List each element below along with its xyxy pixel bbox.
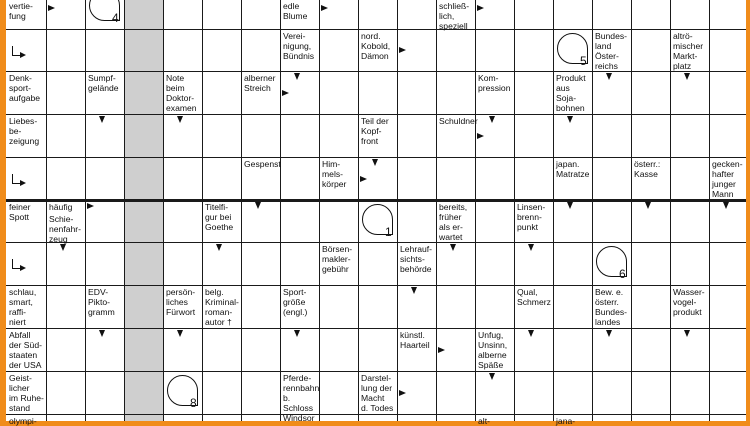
answer-cell[interactable]: [437, 286, 475, 328]
clue-sportgroesse: Sport- größe (engl.): [283, 287, 308, 317]
clue-albern-streich: alberner Streich: [244, 73, 276, 93]
arrow-right-icon: [321, 5, 328, 11]
answer-cell[interactable]: [164, 0, 202, 29]
answer-cell[interactable]: [632, 372, 670, 414]
answer-cell[interactable]: [710, 372, 746, 414]
arrow-down-icon: [294, 73, 300, 80]
answer-cell[interactable]: [320, 72, 358, 114]
arrow-down-icon: [372, 159, 378, 166]
answer-cell[interactable]: [398, 72, 436, 114]
arrow-right-icon: [87, 203, 94, 209]
answer-cell[interactable]: [47, 372, 85, 414]
clue-schienen: Schie- nenfahr- zeug: [49, 214, 82, 244]
answer-cell[interactable]: [164, 201, 202, 242]
clue-denksport: Denk- sport- aufgabe: [9, 73, 41, 103]
answer-cell[interactable]: [203, 115, 241, 157]
answer-cell[interactable]: [86, 115, 124, 157]
answer-cell[interactable]: [632, 0, 670, 29]
arrow-down-icon: [606, 73, 612, 80]
answer-cell[interactable]: [242, 286, 280, 328]
separator-column: [124, 0, 163, 421]
answer-cell[interactable]: [47, 72, 85, 114]
arrow-down-icon: [177, 116, 183, 123]
arrow-right-icon: [282, 90, 289, 96]
answer-cell[interactable]: [47, 415, 85, 421]
clue-schlau: schlau, smart, raffi- niert: [9, 287, 37, 327]
answer-cell[interactable]: [359, 286, 397, 328]
answer-cell[interactable]: [515, 72, 553, 114]
answer-cell[interactable]: [671, 243, 709, 285]
answer-cell[interactable]: [554, 0, 592, 29]
arrow-down-icon: [606, 330, 612, 337]
answer-cell[interactable]: [554, 243, 592, 285]
answer-cell[interactable]: [203, 415, 241, 421]
answer-cell[interactable]: [710, 286, 746, 328]
clue-linsen: Linsen- brenn- punkt: [517, 202, 546, 232]
answer-cell[interactable]: [554, 372, 592, 414]
answer-cell[interactable]: [320, 286, 358, 328]
answer-cell[interactable]: [710, 0, 746, 29]
answer-cell[interactable]: [593, 158, 631, 200]
arrow-down-icon: [684, 330, 690, 337]
answer-cell[interactable]: [398, 415, 436, 421]
clue-bundesland: Bundes- land Öster- reichs: [595, 31, 628, 71]
answer-cell[interactable]: [281, 243, 319, 285]
answer-cell[interactable]: [593, 201, 631, 242]
answer-cell[interactable]: [671, 201, 709, 242]
answer-cell[interactable]: [593, 329, 631, 371]
clue-teil-kopf: Teil der Kopf- front: [361, 116, 389, 146]
answer-cell[interactable]: [242, 243, 280, 285]
answer-cell[interactable]: [203, 72, 241, 114]
answer-cell[interactable]: [242, 415, 280, 421]
answer-cell[interactable]: [242, 329, 280, 371]
clue-pferderennbahn: Pferde- rennbahn b. Schloss Windsor: [283, 373, 320, 423]
answer-cell[interactable]: [398, 0, 436, 29]
clue-geistlicher: Geist- licher im Ruhe- stand: [9, 373, 44, 413]
solution-number: 8: [190, 396, 197, 410]
answer-cell[interactable]: [671, 415, 709, 421]
answer-cell[interactable]: [203, 372, 241, 414]
clue-qual: Qual, Schmerz: [517, 287, 551, 307]
clue-nord-kobold: nord. Kobold, Dämon: [361, 31, 391, 61]
clue-kompression: Kom- pression: [478, 73, 511, 93]
crossword-grid: [6, 0, 746, 426]
answer-cell[interactable]: [437, 158, 475, 200]
answer-cell[interactable]: [86, 329, 124, 371]
answer-cell[interactable]: [593, 72, 631, 114]
clue-note-doktor: Note beim Doktor- examen: [166, 73, 197, 113]
clue-krimi: belg. Kriminal- roman- autor †: [205, 287, 239, 327]
clue-feiner-spott: feiner Spott: [9, 202, 31, 222]
answer-cell[interactable]: [47, 286, 85, 328]
answer-cell[interactable]: [515, 372, 553, 414]
answer-cell[interactable]: [86, 372, 124, 414]
answer-cell[interactable]: [437, 372, 475, 414]
answer-cell[interactable]: [203, 158, 241, 200]
answer-cell[interactable]: [203, 0, 241, 29]
answer-cell[interactable]: [554, 329, 592, 371]
arrow-down-icon: [528, 330, 534, 337]
clue-gecken: gecken- hafter junger Mann: [712, 159, 743, 199]
answer-cell[interactable]: [164, 415, 202, 421]
clue-kasse: österr.: Kasse: [634, 159, 661, 179]
clue-vertiefung: vertie- fung: [9, 1, 33, 21]
arrow-down-icon: [99, 116, 105, 123]
answer-cell[interactable]: [86, 30, 124, 71]
answer-cell[interactable]: [47, 30, 85, 71]
answer-cell[interactable]: [47, 329, 85, 371]
clue-bewohner: Bew. e. österr. Bundes- landes: [595, 287, 628, 327]
answer-cell[interactable]: [593, 115, 631, 157]
clue-olympi: olympi-: [9, 416, 37, 426]
arrow-right-icon: [438, 347, 445, 353]
clue-haeufig: häufig: [49, 202, 73, 212]
answer-cell[interactable]: [398, 158, 436, 200]
answer-cell[interactable]: [203, 30, 241, 71]
answer-cell[interactable]: [47, 158, 85, 200]
answer-cell[interactable]: [671, 115, 709, 157]
answer-cell[interactable]: [710, 72, 746, 114]
answer-cell[interactable]: [632, 243, 670, 285]
answer-cell[interactable]: [671, 0, 709, 29]
clue-gespenst: Gespenst: [244, 159, 281, 169]
arrow-down-icon: [411, 287, 417, 294]
answer-cell[interactable]: [164, 243, 202, 285]
answer-cell[interactable]: [281, 158, 319, 200]
answer-cell[interactable]: [710, 115, 746, 157]
arrow-right-icon: [399, 390, 406, 396]
answer-cell[interactable]: [632, 30, 670, 71]
answer-cell[interactable]: [671, 72, 709, 114]
answer-cell[interactable]: [632, 286, 670, 328]
clue-matratze: japan. Matratze: [556, 159, 590, 179]
answer-cell[interactable]: [554, 115, 592, 157]
answer-cell[interactable]: [320, 415, 358, 421]
solution-number: 5: [580, 54, 587, 68]
arrow-right-icon: [360, 176, 367, 182]
arrow-down-icon: [99, 330, 105, 337]
clue-edv: EDV- Pikto- gramm: [88, 287, 115, 317]
answer-cell[interactable]: [476, 243, 514, 285]
arrow-right-icon: [48, 5, 55, 11]
arrow-down-icon: [489, 116, 495, 123]
answer-cell[interactable]: [281, 201, 319, 242]
answer-cell[interactable]: [437, 243, 475, 285]
answer-cell[interactable]: [242, 201, 280, 242]
clue-jana: jana-: [556, 416, 576, 426]
clue-lehraufsicht: Lehrauf- sichts- behörde: [400, 244, 433, 274]
answer-cell[interactable]: [164, 30, 202, 71]
answer-cell[interactable]: [398, 201, 436, 242]
answer-cell[interactable]: [593, 415, 631, 421]
answer-cell[interactable]: [86, 158, 124, 200]
clue-boersenmakler: Börsen- makler- gebühr: [322, 244, 353, 274]
arrow-down-icon: [294, 330, 300, 337]
solution-number: 1: [385, 225, 392, 239]
answer-cell[interactable]: [476, 286, 514, 328]
answer-cell[interactable]: [320, 329, 358, 371]
answer-cell[interactable]: [671, 158, 709, 200]
clue-edle-blume: edle Blume: [283, 1, 308, 21]
answer-cell[interactable]: [515, 0, 553, 29]
arrow-right-icon: [399, 47, 406, 53]
answer-cell[interactable]: [320, 201, 358, 242]
answer-cell[interactable]: [164, 158, 202, 200]
clue-bereits: bereits, früher als er- wartet: [439, 202, 468, 242]
answer-cell[interactable]: [359, 0, 397, 29]
clue-wasservogel: Wasser- vogel- produkt: [673, 287, 705, 317]
clue-schuldner: Schuldner: [439, 116, 478, 126]
answer-cell[interactable]: [671, 372, 709, 414]
grid-vline: [124, 0, 125, 421]
clue-soja: Produkt aus Soja- bohnen: [556, 73, 586, 113]
answer-cell[interactable]: [398, 286, 436, 328]
clue-schliesslich: schließ- lich, speziell: [439, 1, 470, 31]
answer-cell[interactable]: [710, 243, 746, 285]
answer-cell[interactable]: [359, 329, 397, 371]
answer-cell[interactable]: [476, 30, 514, 71]
answer-cell[interactable]: [632, 329, 670, 371]
answer-cell[interactable]: [47, 115, 85, 157]
solution-number: 4: [112, 11, 119, 25]
answer-cell[interactable]: [437, 415, 475, 421]
answer-cell[interactable]: [320, 372, 358, 414]
answer-cell[interactable]: [710, 415, 746, 421]
arrow-down-icon: [255, 202, 261, 209]
answer-cell[interactable]: [554, 201, 592, 242]
answer-cell[interactable]: [437, 30, 475, 71]
clue-persoenlich: persön- liches Fürwort: [166, 287, 196, 317]
answer-cell[interactable]: [242, 0, 280, 29]
clue-liebesbezeigung: Liebes- be- zeigung: [9, 116, 40, 146]
answer-cell[interactable]: [164, 115, 202, 157]
answer-cell[interactable]: [710, 329, 746, 371]
answer-cell[interactable]: [632, 201, 670, 242]
clue-titelfigur: Titelfi- gur bei Goethe: [205, 202, 234, 232]
answer-cell[interactable]: [710, 30, 746, 71]
answer-cell[interactable]: [242, 372, 280, 414]
answer-cell[interactable]: [515, 329, 553, 371]
bent-arrow-icon: [12, 174, 26, 184]
answer-cell[interactable]: [320, 115, 358, 157]
arrow-down-icon: [528, 244, 534, 251]
arrow-down-icon: [216, 244, 222, 251]
arrow-down-icon: [60, 244, 66, 251]
answer-cell[interactable]: [320, 30, 358, 71]
answer-cell[interactable]: [86, 415, 124, 421]
arrow-right-icon: [477, 5, 484, 11]
bent-arrow-icon: [12, 46, 26, 56]
answer-cell[interactable]: [242, 115, 280, 157]
answer-cell[interactable]: [359, 72, 397, 114]
arrow-down-icon: [567, 202, 573, 209]
answer-cell[interactable]: [632, 72, 670, 114]
answer-cell[interactable]: [359, 243, 397, 285]
answer-cell[interactable]: [476, 372, 514, 414]
answer-cell[interactable]: [515, 158, 553, 200]
answer-cell[interactable]: [281, 329, 319, 371]
answer-cell[interactable]: [281, 115, 319, 157]
answer-cell[interactable]: [203, 329, 241, 371]
answer-cell[interactable]: [515, 415, 553, 421]
clue-abfall: Abfall der Süd- staaten der USA: [9, 330, 42, 370]
answer-cell[interactable]: [593, 0, 631, 29]
arrow-down-icon: [723, 202, 729, 209]
clue-darstellung: Darstel- lung der Macht d. Todes: [361, 373, 394, 413]
clue-unfug: Unfug, Unsinn, alberne Späße: [478, 330, 508, 370]
answer-cell[interactable]: [632, 115, 670, 157]
answer-cell[interactable]: [554, 286, 592, 328]
answer-cell[interactable]: [359, 415, 397, 421]
answer-cell[interactable]: [632, 415, 670, 421]
clue-marktplatz: altrö- mischer Markt- platz: [673, 31, 704, 71]
answer-cell[interactable]: [476, 158, 514, 200]
clue-sumpfgelaende: Sumpf- gelände: [88, 73, 119, 93]
arrow-down-icon: [450, 244, 456, 251]
answer-cell[interactable]: [671, 329, 709, 371]
answer-cell[interactable]: [515, 30, 553, 71]
arrow-down-icon: [567, 116, 573, 123]
solution-number: 6: [619, 267, 626, 281]
answer-cell[interactable]: [437, 72, 475, 114]
bent-arrow-icon: [12, 259, 26, 269]
answer-cell[interactable]: [164, 329, 202, 371]
answer-cell[interactable]: [398, 115, 436, 157]
answer-cell[interactable]: [593, 372, 631, 414]
arrow-down-icon: [684, 73, 690, 80]
answer-cell[interactable]: [203, 243, 241, 285]
arrow-down-icon: [489, 373, 495, 380]
answer-cell[interactable]: [242, 30, 280, 71]
clue-alt: alt-: [478, 416, 490, 426]
clue-haarteil: künstl. Haarteil: [400, 330, 430, 350]
arrow-down-icon: [645, 202, 651, 209]
answer-cell[interactable]: [515, 115, 553, 157]
answer-cell[interactable]: [476, 201, 514, 242]
arrow-down-icon: [177, 330, 183, 337]
answer-cell[interactable]: [86, 243, 124, 285]
answer-cell[interactable]: [47, 243, 85, 285]
arrow-right-icon: [477, 133, 484, 139]
clue-vereinigung: Verei- nigung, Bündnis: [283, 31, 315, 61]
answer-cell[interactable]: [515, 243, 553, 285]
clue-himmelskoerper: Him- mels- körper: [322, 159, 347, 189]
